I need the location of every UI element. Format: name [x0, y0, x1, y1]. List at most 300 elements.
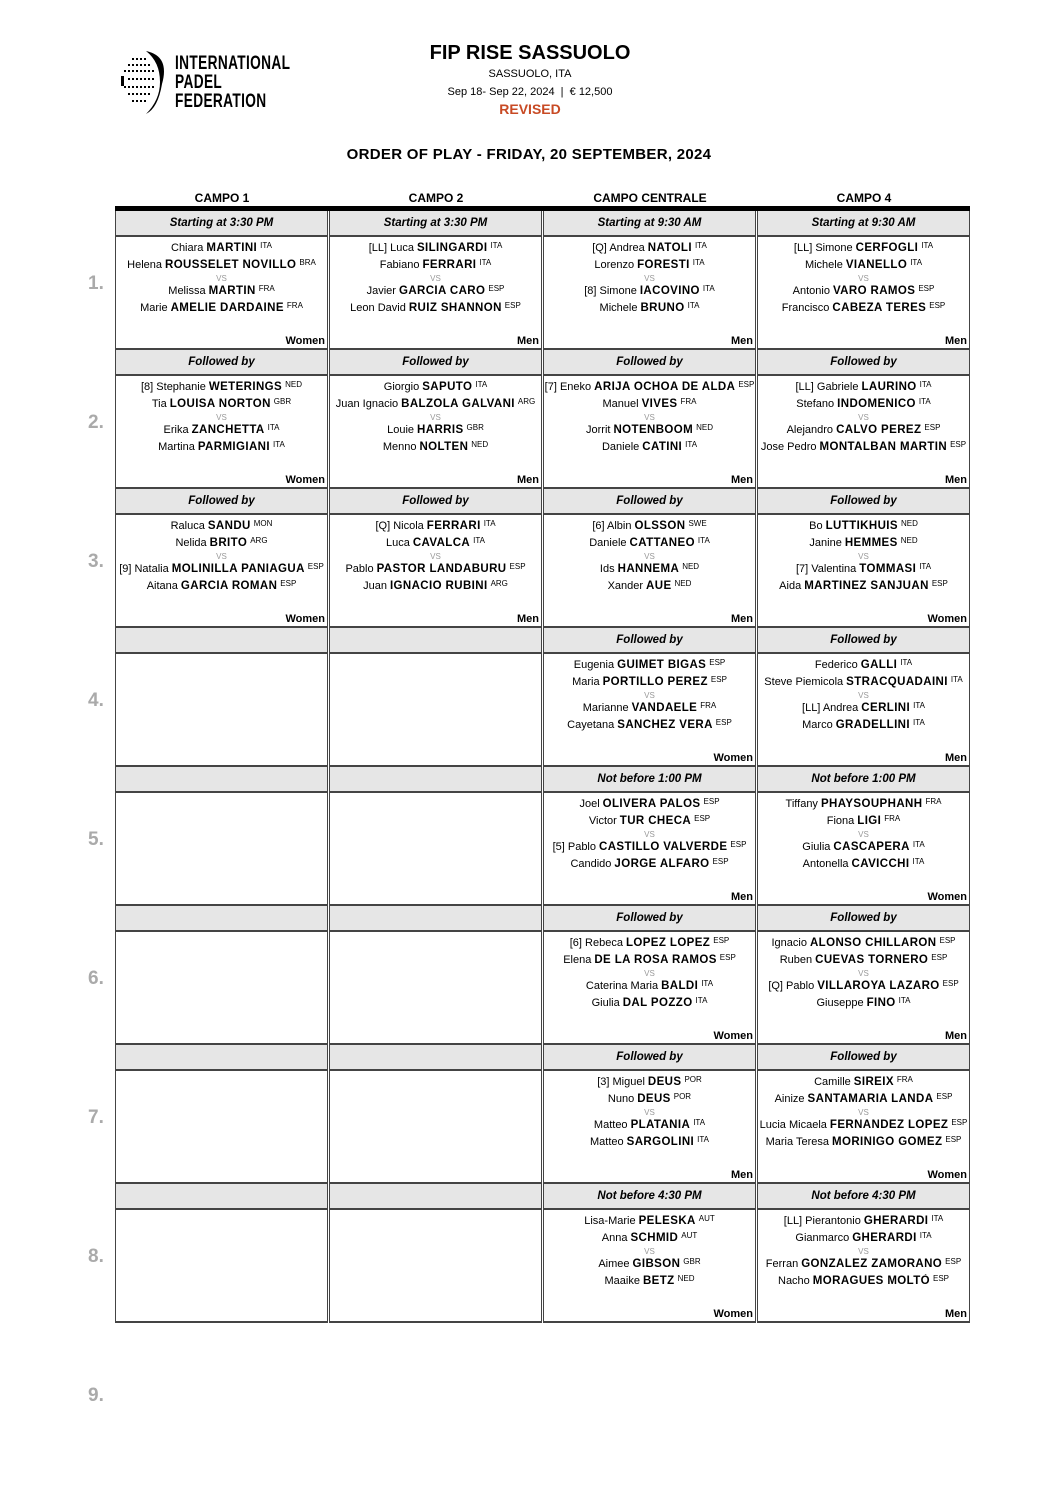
player-last-name: VIANELLO — [845, 259, 908, 271]
match-body — [758, 793, 969, 904]
player-first-name: Simone — [599, 285, 637, 297]
player-last-name: VANDAELE — [631, 702, 698, 714]
order-of-play-heading: ORDER OF PLAY - FRIDAY, 20 SEPTEMBER, 2024 — [346, 146, 712, 163]
player-nationality: ITA — [260, 241, 272, 250]
player-nationality: ESP — [931, 579, 948, 588]
player-first-name: Nicola — [393, 520, 424, 532]
player-line — [544, 1257, 755, 1270]
vs-label: VS — [644, 413, 655, 422]
match-cell — [543, 211, 756, 350]
player-first-name: Pablo — [567, 841, 596, 853]
vs-label: VS — [858, 552, 869, 561]
player-nationality: AUT — [681, 1231, 698, 1240]
row-number: 5. — [88, 829, 104, 850]
player-nationality: ESP — [932, 1274, 949, 1283]
player-nationality: ESP — [509, 562, 526, 571]
player-last-name: AMELIE DARDAINE — [170, 302, 284, 314]
player-last-name: CATTANEO — [629, 537, 695, 549]
player-first-name: Pierantonio — [805, 1215, 861, 1227]
player-nationality: ESP — [942, 979, 959, 988]
match-body — [116, 932, 327, 1043]
player-first-name: Javier — [366, 285, 396, 297]
player-first-name: Steve Piemicola — [764, 676, 844, 688]
match-body — [758, 515, 969, 626]
player-first-name: Aitana — [146, 580, 178, 592]
player-first-name: Michele — [599, 302, 638, 314]
slot-time-header — [116, 628, 327, 654]
vs-label: VS — [216, 274, 227, 283]
match-category: Men — [945, 1030, 967, 1042]
player-first-name: Camille — [814, 1076, 851, 1088]
player-line — [758, 536, 969, 549]
player-first-name: Ids — [599, 563, 615, 575]
player-last-name: HARRIS — [417, 424, 464, 436]
slot-time-header — [330, 1045, 541, 1071]
match-category: Men — [945, 1308, 967, 1320]
player-nationality: AUT — [698, 1214, 715, 1223]
player-first-name: Federico — [814, 659, 858, 671]
player-nationality: FRA — [258, 284, 275, 293]
player-first-name: Louie — [387, 424, 415, 436]
slot-time-header — [116, 1184, 327, 1210]
player-first-name: Lucia Micaela — [759, 1119, 827, 1131]
vs-label: VS — [430, 274, 441, 283]
match-cell — [757, 906, 970, 1045]
match-cell — [115, 211, 328, 350]
player-first-name: Rebeca — [585, 937, 623, 949]
player-line — [544, 562, 755, 575]
logo-text — [175, 54, 290, 111]
slot-time-header: Followed by — [544, 489, 755, 515]
vs-label: VS — [644, 1108, 655, 1117]
player-first-name: Daniele — [589, 537, 627, 549]
slot-time-header: Starting at 3:30 PM — [116, 211, 327, 237]
player-first-name: Marie — [140, 302, 168, 314]
player-first-name: Nelida — [175, 537, 207, 549]
player-first-name: Aimee — [598, 1258, 630, 1270]
player-line — [544, 423, 755, 436]
match-category: Men — [731, 1169, 753, 1181]
player-first-name: Michele — [804, 259, 843, 271]
player-first-name: Xander — [607, 580, 644, 592]
player-last-name: PLATANIA — [630, 1119, 691, 1131]
match-body — [330, 932, 541, 1043]
player-first-name: Fiona — [826, 815, 855, 827]
match-category: Women — [927, 1169, 967, 1181]
player-last-name: IGNACIO RUBINI — [389, 580, 488, 592]
court-header: CAMPO 1 — [194, 191, 250, 205]
player-last-name: TOMMASI — [859, 563, 917, 575]
player-nationality: FRA — [286, 301, 303, 310]
row-number: 8. — [88, 1246, 104, 1267]
player-line — [544, 301, 755, 314]
player-line — [758, 953, 969, 966]
player-line — [544, 397, 755, 410]
player-last-name: HANNEMA — [617, 563, 680, 575]
player-first-name: Manuel — [602, 398, 639, 410]
player-nationality: ITA — [702, 284, 715, 293]
player-line — [544, 857, 755, 870]
match-category: Men — [731, 474, 753, 486]
player-nationality: ESP — [694, 814, 711, 823]
vs-label: VS — [216, 413, 227, 422]
player-line — [544, 1118, 755, 1131]
player-line — [758, 1231, 969, 1244]
player-last-name: BRITO — [209, 537, 248, 549]
player-nationality: FRA — [700, 701, 717, 710]
player-seed: [6] — [569, 937, 586, 949]
player-line — [758, 258, 969, 271]
player-nationality: ITA — [910, 258, 923, 267]
slot-time-header: Starting at 9:30 AM — [758, 211, 969, 237]
match-cell — [543, 489, 756, 628]
match-category: Women — [285, 613, 325, 625]
slot-time-header: Followed by — [544, 906, 755, 932]
match-body — [116, 793, 327, 904]
player-line — [544, 996, 755, 1009]
player-last-name: GARCIA ROMAN — [180, 580, 278, 592]
match-cell — [115, 1045, 328, 1184]
vs-label: VS — [430, 552, 441, 561]
match-cell — [543, 350, 756, 489]
match-body — [758, 376, 969, 487]
player-last-name: FINO — [866, 997, 896, 1009]
player-line — [758, 1274, 969, 1287]
court-header: CAMPO CENTRALE — [593, 191, 707, 205]
player-nationality: GBR — [466, 423, 484, 432]
player-nationality: ITA — [912, 840, 925, 849]
player-first-name: Giuseppe — [816, 997, 864, 1009]
match-body — [544, 237, 755, 348]
player-line — [544, 380, 755, 393]
player-first-name: Luca — [385, 537, 410, 549]
player-last-name: LOPEZ LOPEZ — [625, 937, 711, 949]
player-line — [758, 936, 969, 949]
player-line — [544, 284, 755, 297]
player-last-name: NOTENBOOM — [613, 424, 694, 436]
match-cell — [329, 628, 542, 767]
match-body — [544, 654, 755, 765]
match-cell — [757, 1045, 970, 1184]
player-line — [330, 440, 541, 453]
slot-time-header: Followed by — [116, 350, 327, 376]
player-line — [758, 301, 969, 314]
player-first-name: Gabriele — [816, 381, 859, 393]
player-line — [330, 423, 541, 436]
match-cell — [329, 906, 542, 1045]
player-nationality: NED — [285, 380, 302, 389]
player-last-name: BRUNO — [640, 302, 685, 314]
match-body — [758, 654, 969, 765]
player-first-name: Maria Teresa — [765, 1136, 829, 1148]
player-last-name: CALVO PEREZ — [836, 424, 922, 436]
player-last-name: HEMMES — [844, 537, 898, 549]
player-last-name: SCHMID — [630, 1232, 679, 1244]
match-body — [330, 376, 541, 487]
vs-label: VS — [858, 691, 869, 700]
match-cell — [115, 350, 328, 489]
player-line — [758, 397, 969, 410]
player-first-name: Maria — [572, 676, 600, 688]
player-first-name: Jorrit — [586, 424, 611, 436]
player-nationality: ITA — [483, 519, 496, 528]
ipf-logo — [118, 48, 298, 118]
match-cell — [543, 1045, 756, 1184]
player-nationality: NED — [674, 579, 692, 588]
player-line — [544, 536, 755, 549]
slot-time-header: Followed by — [758, 1045, 969, 1071]
vs-label: VS — [644, 830, 655, 839]
match-body — [758, 932, 969, 1043]
player-last-name: ARIJA OCHOA DE ALDA — [594, 381, 736, 393]
player-nationality: ITA — [918, 397, 931, 406]
slot-time-header — [330, 906, 541, 932]
player-line — [758, 562, 969, 575]
player-line — [544, 718, 755, 731]
match-cell — [329, 489, 542, 628]
player-first-name: Giulia — [802, 841, 831, 853]
player-line — [758, 241, 969, 254]
player-nationality: ITA — [697, 536, 710, 545]
player-line — [758, 814, 969, 827]
match-cell — [329, 350, 542, 489]
player-nationality: ESP — [939, 936, 956, 945]
player-last-name: NOLTEN — [419, 441, 469, 453]
player-last-name: PHAYSOUPHANH — [820, 798, 923, 810]
player-first-name: Ainize — [774, 1093, 805, 1105]
player-nationality: ITA — [693, 1118, 706, 1127]
player-first-name: Bo — [809, 520, 823, 532]
player-last-name: GONZALEZ ZAMORANO — [801, 1258, 943, 1270]
tournament-location: SASSUOLO, ITA — [488, 68, 572, 80]
player-line — [544, 519, 755, 532]
player-seed: [Q] — [768, 980, 787, 992]
player-nationality: ESP — [715, 718, 732, 727]
match-body — [758, 1210, 969, 1321]
player-first-name: Elena — [563, 954, 592, 966]
player-last-name: CERLINI — [861, 702, 911, 714]
tournament-dates-prize: Sep 18- Sep 22, 2024 | € 12,500 — [447, 86, 613, 98]
player-line — [758, 380, 969, 393]
court-header: CAMPO 4 — [836, 191, 892, 205]
player-nationality: NED — [696, 423, 713, 432]
player-first-name: Marianne — [582, 702, 629, 714]
player-first-name: Ferran — [765, 1258, 799, 1270]
player-last-name: CASCAPERA — [833, 841, 910, 853]
player-line — [544, 840, 755, 853]
player-first-name: Matteo — [590, 1136, 624, 1148]
player-nationality: ARG — [517, 397, 536, 406]
player-seed: [7] — [795, 563, 812, 575]
match-body — [116, 1210, 327, 1321]
player-first-name: Chiara — [171, 242, 204, 254]
player-last-name: MORINIGO GOMEZ — [832, 1136, 943, 1148]
player-nationality: ESP — [713, 936, 730, 945]
player-line — [330, 284, 541, 297]
row-number: 3. — [88, 551, 104, 572]
player-first-name: Lorenzo — [594, 259, 635, 271]
player-nationality: ITA — [913, 701, 925, 710]
player-line — [758, 979, 969, 992]
match-body — [544, 1071, 755, 1182]
player-line — [330, 397, 541, 410]
player-line — [758, 1075, 969, 1088]
player-line — [758, 284, 969, 297]
player-first-name: Juan Ignacio — [335, 398, 399, 410]
player-first-name: Andrea — [822, 702, 859, 714]
player-line — [758, 440, 969, 453]
player-nationality: ARG — [250, 536, 268, 545]
player-last-name: PARMIGIANI — [197, 441, 270, 453]
match-category: Women — [713, 752, 753, 764]
player-last-name: BETZ — [642, 1275, 675, 1287]
player-nationality: NED — [471, 440, 489, 449]
player-last-name: WETERINGS — [208, 381, 283, 393]
player-line — [758, 996, 969, 1009]
player-line — [116, 284, 327, 297]
player-last-name: MARTINEZ SANJUAN — [804, 580, 929, 592]
player-last-name: OLSSON — [634, 520, 686, 532]
player-first-name: Melissa — [168, 285, 206, 297]
player-first-name: Janine — [809, 537, 842, 549]
player-last-name: SANDU — [207, 520, 251, 532]
match-cell — [757, 489, 970, 628]
player-first-name: Luca — [390, 242, 414, 254]
player-line — [116, 440, 327, 453]
player-line — [330, 519, 541, 532]
player-last-name: CASTILLO VALVERDE — [599, 841, 728, 853]
player-last-name: CERFOGLI — [855, 242, 919, 254]
player-line — [116, 397, 327, 410]
match-category: Men — [945, 474, 967, 486]
slot-time-header: Followed by — [544, 628, 755, 654]
player-last-name: DEUS — [637, 1093, 671, 1105]
match-body — [330, 654, 541, 765]
player-line — [544, 241, 755, 254]
player-line — [758, 1118, 969, 1131]
match-cell — [757, 211, 970, 350]
slot-time-header: Not before 1:00 PM — [758, 767, 969, 793]
player-line — [544, 979, 755, 992]
player-first-name: Juan — [363, 580, 387, 592]
match-body — [544, 376, 755, 487]
player-first-name: Helena — [127, 259, 162, 271]
match-category: Men — [517, 474, 539, 486]
player-first-name: Caterina Maria — [585, 980, 659, 992]
vs-label: VS — [644, 552, 655, 561]
match-body — [544, 515, 755, 626]
player-last-name: ZANCHETTA — [191, 424, 265, 436]
player-last-name: MARTINI — [206, 242, 258, 254]
player-nationality: ESP — [929, 301, 946, 310]
revised-label: REVISED — [499, 101, 561, 117]
player-seed: [LL] — [368, 242, 391, 254]
player-last-name: GIBSON — [632, 1258, 681, 1270]
player-first-name: Valentina — [811, 563, 857, 575]
match-cell — [543, 767, 756, 906]
player-nationality: ITA — [950, 675, 963, 684]
row-number: 4. — [88, 690, 104, 711]
match-cell — [329, 211, 542, 350]
player-nationality: ITA — [687, 301, 700, 310]
player-nationality: ITA — [931, 1214, 944, 1223]
player-first-name: Marco — [802, 719, 833, 731]
player-first-name: Natalia — [134, 563, 169, 575]
player-nationality: ESP — [918, 284, 935, 293]
player-first-name: Nuno — [607, 1093, 635, 1105]
match-category: Women — [285, 474, 325, 486]
player-first-name: Martina — [158, 441, 195, 453]
player-first-name: Albin — [607, 520, 632, 532]
player-last-name: FERRARI — [426, 520, 481, 532]
player-last-name: OLIVERA PALOS — [602, 798, 701, 810]
player-nationality: ITA — [267, 423, 280, 432]
player-line — [758, 658, 969, 671]
padel-ball-logo-icon — [118, 48, 174, 118]
vs-label: VS — [644, 691, 655, 700]
player-last-name: LUTTIKHUIS — [825, 520, 898, 532]
player-first-name: Gianmarco — [795, 1232, 850, 1244]
player-line — [116, 579, 327, 592]
player-line — [544, 1274, 755, 1287]
match-cell — [115, 906, 328, 1045]
player-last-name: DE LA ROSA RAMOS — [594, 954, 717, 966]
player-line — [330, 562, 541, 575]
player-last-name: DAL POZZO — [622, 997, 693, 1009]
player-nationality: NED — [900, 519, 918, 528]
player-line — [116, 258, 327, 271]
player-first-name: Leon David — [350, 302, 406, 314]
match-category: Men — [945, 335, 967, 347]
player-nationality: ITA — [900, 658, 913, 667]
player-nationality: ITA — [912, 718, 925, 727]
player-line — [758, 579, 969, 592]
player-nationality: ITA — [694, 241, 707, 250]
player-last-name: VIVES — [641, 398, 678, 410]
player-line — [758, 1135, 969, 1148]
player-last-name: SILINGARDI — [416, 242, 488, 254]
player-line — [544, 440, 755, 453]
match-body — [116, 237, 327, 348]
logo-line: FEDERATION — [175, 91, 267, 112]
player-last-name: BALDI — [661, 980, 699, 992]
slot-time-header — [116, 906, 327, 932]
player-seed: [Q] — [592, 242, 610, 254]
player-last-name: CUEVAS TORNERO — [815, 954, 929, 966]
match-body — [116, 1071, 327, 1182]
player-nationality: ITA — [912, 857, 925, 866]
vs-label: VS — [216, 552, 227, 561]
slot-time-header: Starting at 9:30 AM — [544, 211, 755, 237]
player-last-name: CAVALCA — [412, 537, 471, 549]
slot-time-header — [330, 767, 541, 793]
player-line — [544, 1075, 755, 1088]
player-last-name: JORGE ALFARO — [614, 858, 710, 870]
player-first-name: Giulia — [591, 997, 620, 1009]
player-last-name: GHERARDI — [863, 1215, 929, 1227]
match-cell — [329, 1184, 542, 1323]
player-line — [544, 675, 755, 688]
player-first-name: Pablo — [345, 563, 374, 575]
player-nationality: ITA — [919, 1231, 932, 1240]
vs-label: VS — [644, 1247, 655, 1256]
player-first-name: Candido — [570, 858, 612, 870]
player-nationality: ITA — [479, 258, 492, 267]
match-cell — [543, 628, 756, 767]
player-last-name: GHERARDI — [852, 1232, 917, 1244]
player-last-name: FERRARI — [422, 259, 477, 271]
match-cell — [115, 489, 328, 628]
